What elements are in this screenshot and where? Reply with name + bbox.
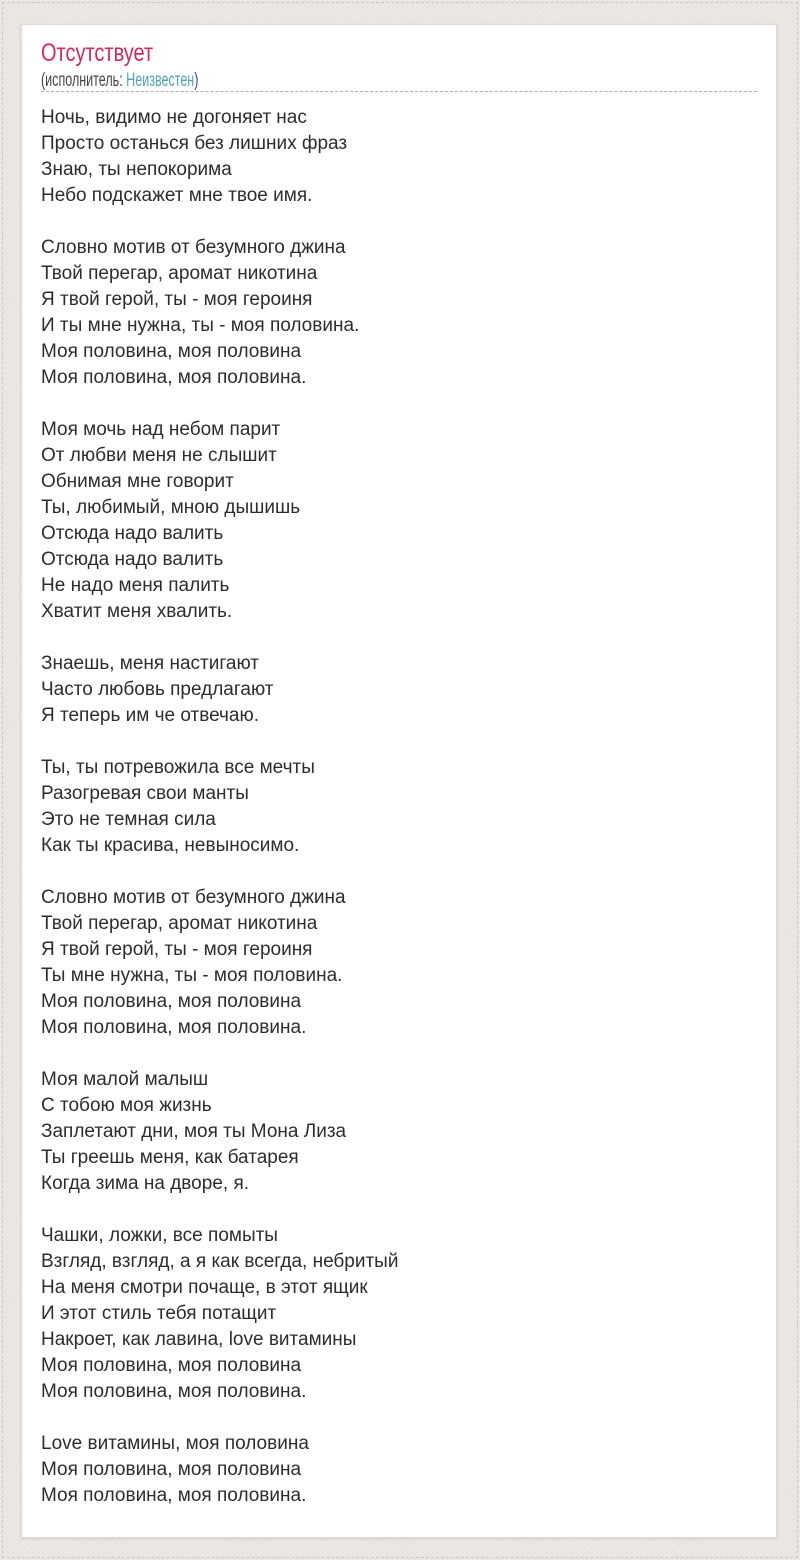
artist-label-suffix: ) [194, 70, 199, 91]
lyrics-text [41, 105, 757, 1509]
artist-line [41, 71, 514, 91]
lyrics-stanza: Словно мотив от безумного джина Твой перегар, аромат никотина Я твой герой, ты - моя героиня Ты мне нужна, ты - моя половина. Моя половина, моя половина Моя половина, моя половина. [41, 887, 346, 1038]
lyrics-stanza: Чашки, ложки, все помыты Взгляд, взгляд, а я как всегда, небритый На меня смотри почаще, в этот ящик И этот стиль тебя потащит Накроет, как лавина, love витамины Моя половина, моя половина Моя половина, моя половина. [41, 1225, 399, 1402]
song-title: Отсутствует [41, 39, 154, 67]
lyrics-stanza: Ты, ты потревожила все мечты Разогревая свои манты Это не темная сила Как ты красива, невыносимо. [41, 757, 315, 856]
lyrics-stanza: Love витамины, моя половина Моя половина, моя половина Моя половина, моя половина. [41, 1433, 309, 1506]
artist-link[interactable]: Неизвестен [126, 70, 195, 91]
lyrics-stanza: Словно мотив от безумного джина Твой перегар, аромат никотина Я твой герой, ты - моя героиня И ты мне нужна, ты - моя половина. Моя половина, моя половина Моя половина, моя половина. [41, 237, 360, 388]
lyrics-card [21, 24, 777, 1538]
artist-label-prefix: (исполнитель: [41, 70, 127, 91]
lyrics-stanza: Моя мочь над небом парит От любви меня не слышит Обнимая мне говорит Ты, любимый, мною дышишь Отсюда надо валить Отсюда надо валить Не надо меня палить Хватит меня хвалить. [41, 419, 301, 622]
lyrics-stanza: Знаешь, меня настигают Часто любовь предлагают Я теперь им че отвечаю. [41, 653, 274, 726]
lyrics-header [41, 38, 757, 92]
lyrics-stanza: Ночь, видимо не догоняет нас Просто останься без лишних фраз Знаю, ты непокорима Небо подскажет мне твое имя. [41, 107, 348, 206]
lyrics-stanza: Моя малой малыш С тобою моя жизнь Заплетают дни, моя ты Мона Лиза Ты греешь меня, как батарея Когда зима на дворе, я. [41, 1069, 347, 1194]
